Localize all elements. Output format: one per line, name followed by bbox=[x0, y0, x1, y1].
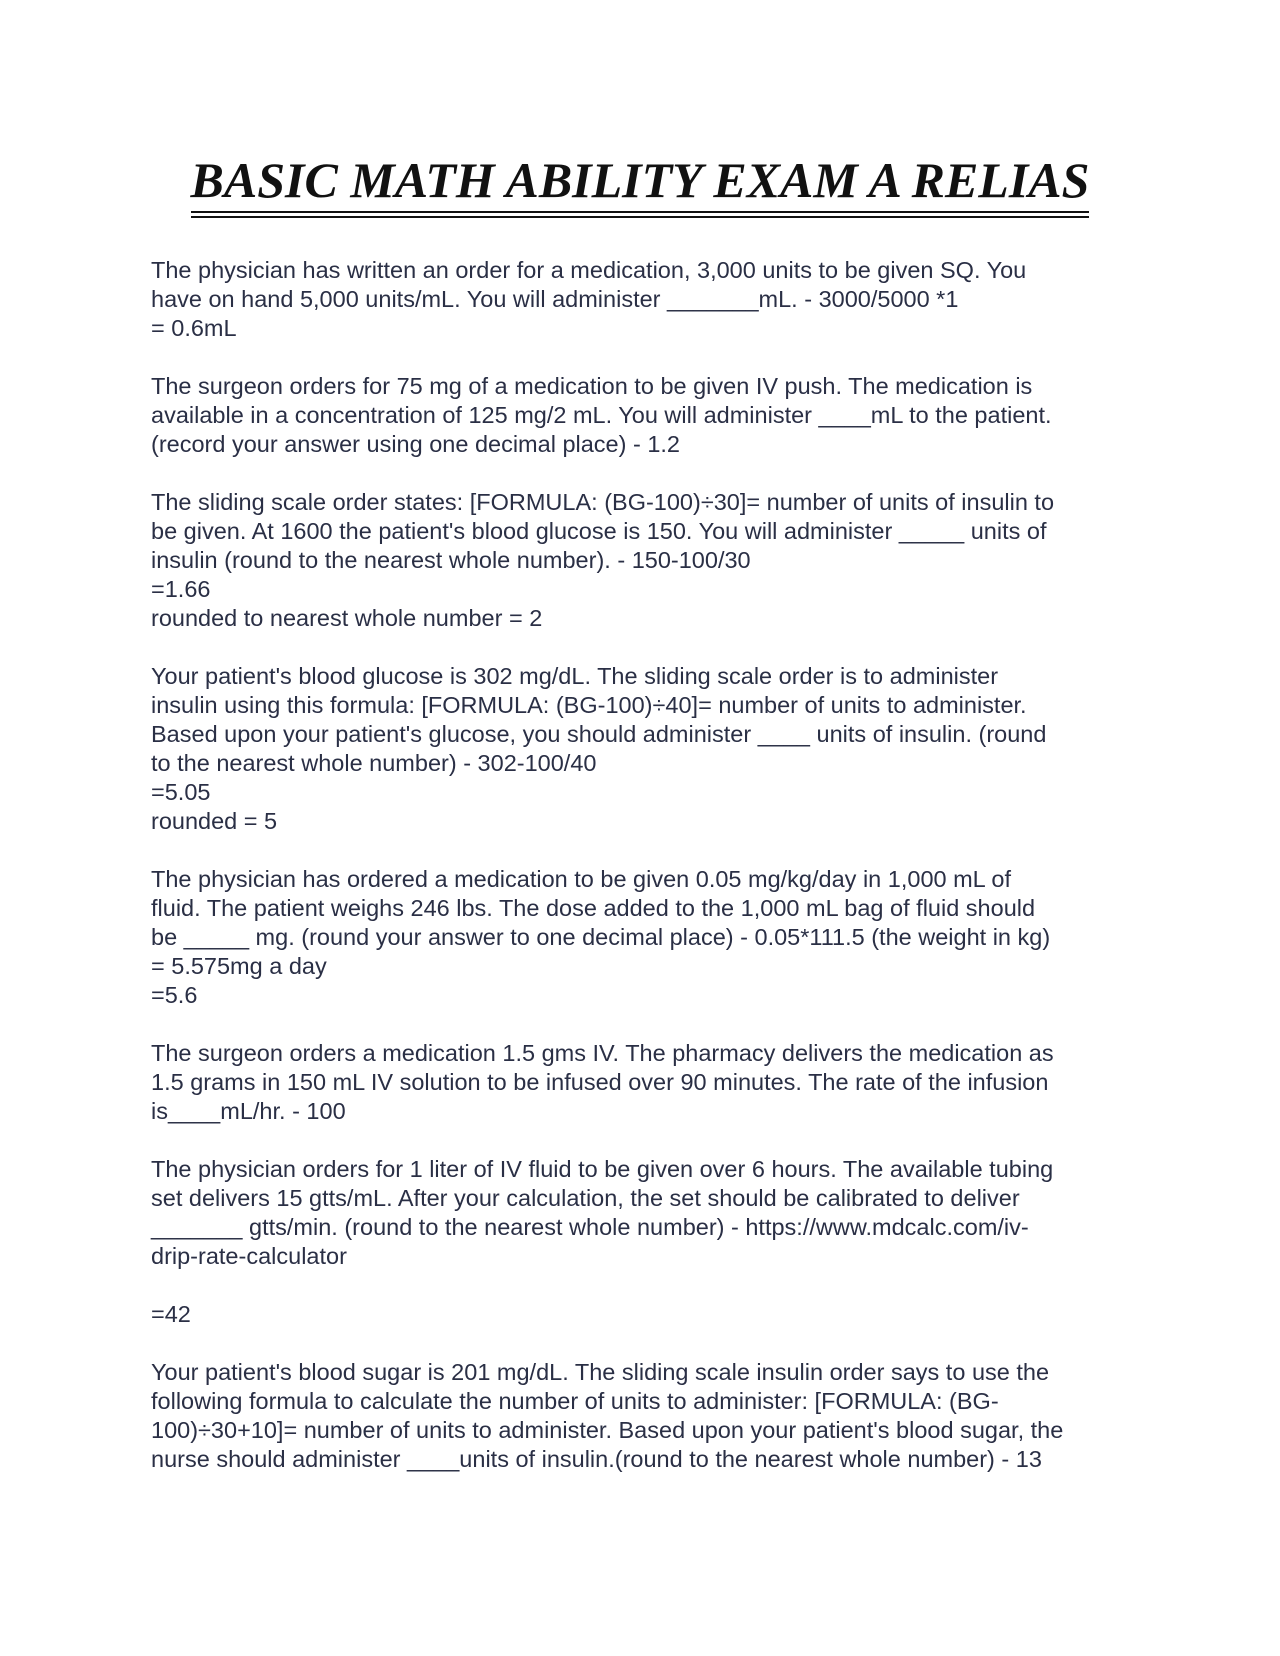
question-line: 100)÷30+10]= number of units to administer. Based upon your patient's blood sugar, the bbox=[151, 1417, 1064, 1443]
question-line: insulin (round to the nearest whole number). - 150-100/30 bbox=[151, 547, 751, 573]
question-line: 1.5 grams in 150 mL IV solution to be infused over 90 minutes. The rate of the infusion bbox=[151, 1069, 1049, 1095]
question-4 bbox=[151, 662, 1141, 836]
answer-line: =1.66 bbox=[151, 576, 211, 602]
question-line: drip-rate-calculator bbox=[151, 1243, 347, 1269]
question-line: The physician orders for 1 liter of IV fluid to be given over 6 hours. The available tubing bbox=[151, 1156, 1054, 1182]
document-title bbox=[0, 150, 1280, 213]
answer-line: = 0.6mL bbox=[151, 315, 237, 341]
answer-line: rounded to nearest whole number = 2 bbox=[151, 605, 543, 631]
question-2 bbox=[151, 372, 1141, 459]
document-title-text: BASIC MATH ABILITY EXAM A RELIAS bbox=[191, 150, 1090, 213]
question-line: fluid. The patient weighs 246 lbs. The dose added to the 1,000 mL bag of fluid should bbox=[151, 895, 1036, 921]
question-line: The surgeon orders for 75 mg of a medication to be given IV push. The medication is bbox=[151, 373, 1033, 399]
question-line: Your patient's blood glucose is 302 mg/dL. The sliding scale order is to administer bbox=[151, 663, 999, 689]
question-line: The sliding scale order states: [FORMULA: (BG-100)÷30]= number of units of insulin to bbox=[151, 489, 1055, 515]
blank-line bbox=[151, 1271, 1141, 1300]
question-line: The surgeon orders a medication 1.5 gms IV. The pharmacy delivers the medication as bbox=[151, 1040, 1054, 1066]
question-line: The physician has written an order for a medication, 3,000 units to be given SQ. You bbox=[151, 257, 1027, 283]
question-7 bbox=[151, 1155, 1141, 1329]
question-line: insulin using this formula: [FORMULA: (BG-100)÷40]= number of units to administer. bbox=[151, 692, 1027, 718]
question-3 bbox=[151, 488, 1141, 633]
question-line: following formula to calculate the number of units to administer: [FORMULA: (BG- bbox=[151, 1388, 999, 1414]
question-line: to the nearest whole number) - 302-100/40 bbox=[151, 750, 597, 776]
answer-line: =5.05 bbox=[151, 779, 211, 805]
question-line: set delivers 15 gtts/mL. After your calculation, the set should be calibrated to deliver bbox=[151, 1185, 1020, 1211]
question-line: Your patient's blood sugar is 201 mg/dL. The sliding scale insulin order says to use the bbox=[151, 1359, 1050, 1385]
question-line: _______ gtts/min. (round to the nearest whole number) - https://www.mdcalc.com/iv- bbox=[151, 1214, 1029, 1240]
question-line: available in a concentration of 125 mg/2 mL. You will administer ____mL to the patient. bbox=[151, 402, 1052, 428]
question-line: (record your answer using one decimal place) - 1.2 bbox=[151, 431, 681, 457]
question-line: be _____ mg. (round your answer to one decimal place) - 0.05*111.5 (the weight in kg) bbox=[151, 924, 1051, 950]
question-line: have on hand 5,000 units/mL. You will administer _______mL. - 3000/5000 *1 bbox=[151, 286, 959, 312]
question-line: Based upon your patient's glucose, you should administer ____ units of insulin. (round bbox=[151, 721, 1047, 747]
question-1 bbox=[151, 256, 1141, 343]
answer-line: =5.6 bbox=[151, 982, 198, 1008]
question-5 bbox=[151, 865, 1141, 1010]
document-body bbox=[151, 256, 1141, 1503]
answer-line: = 5.575mg a day bbox=[151, 953, 327, 979]
question-8 bbox=[151, 1358, 1141, 1474]
question-line: nurse should administer ____units of insulin.(round to the nearest whole number) - 13 bbox=[151, 1446, 1042, 1472]
question-6 bbox=[151, 1039, 1141, 1126]
question-line: The physician has ordered a medication to be given 0.05 mg/kg/day in 1,000 mL of bbox=[151, 866, 1012, 892]
question-line: is____mL/hr. - 100 bbox=[151, 1098, 346, 1124]
answer-line: rounded = 5 bbox=[151, 808, 278, 834]
question-line: be given. At 1600 the patient's blood glucose is 150. You will administer _____ units of bbox=[151, 518, 1047, 544]
answer-line: =42 bbox=[151, 1301, 191, 1327]
